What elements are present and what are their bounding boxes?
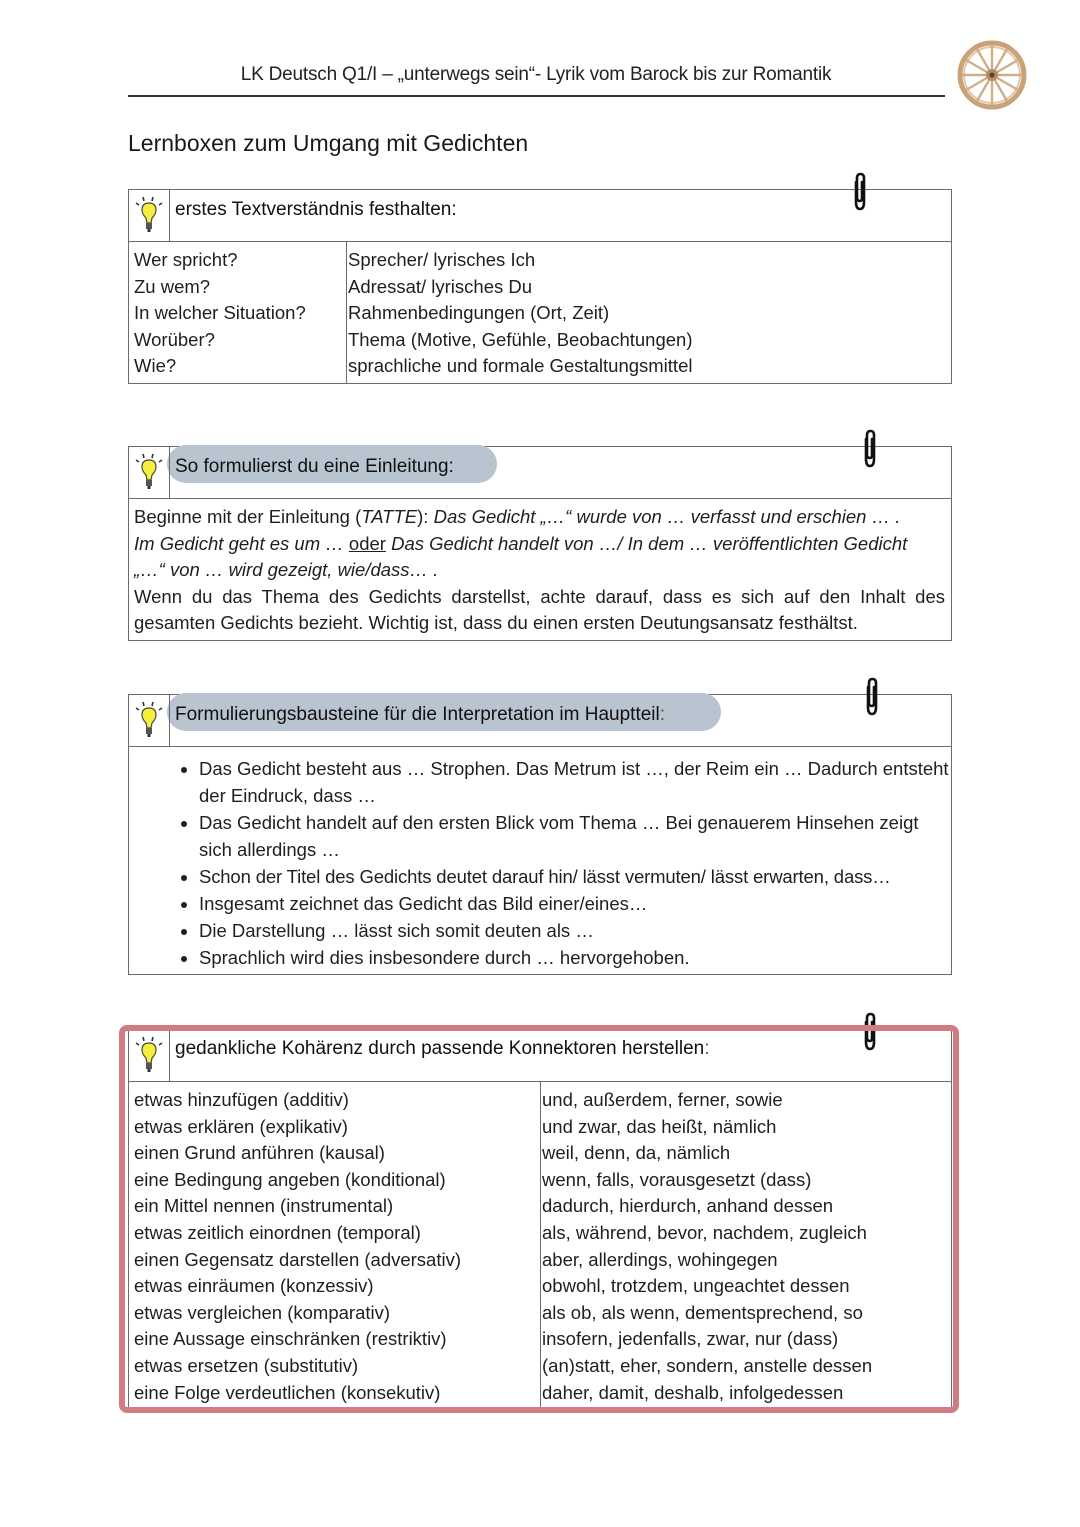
table-row: Wie? sprachliche und formale Gestaltungsmittel xyxy=(134,355,693,377)
header-title: LK Deutsch Q1/I – „unterwegs sein“- Lyrik vom Barock bis zur Romantik xyxy=(240,64,832,85)
list-item: • Insgesamt zeichnet das Gedicht das Bild einer/eines… xyxy=(199,890,951,917)
list-item: • Das Gedicht handelt auf den ersten Blick vom Thema … Bei genauerem Hinsehen zeigt sich allerdings … xyxy=(199,809,951,863)
lightbulb-icon xyxy=(133,700,165,740)
lightbulb-icon xyxy=(133,1035,165,1075)
question-table xyxy=(129,242,951,383)
list-item: • Die Darstellung … lässt sich somit deuten als … xyxy=(199,917,951,944)
table-row: etwas vergleichen (komparativ) als ob, als wenn, dementsprechend, so xyxy=(134,1301,863,1323)
table-row: Worüber? Thema (Motive, Gefühle, Beobachtungen) xyxy=(134,328,693,350)
learnbox-connectors xyxy=(128,1029,952,1411)
phrase-list xyxy=(129,747,951,975)
table-row: eine Aussage einschränken (restriktiv) insofern, jedenfalls, zwar, nur (dass) xyxy=(134,1328,839,1350)
paperclip-icon xyxy=(861,677,883,717)
box-title: erstes Textverständnis festhalten: xyxy=(175,199,457,220)
learnbox-text-understanding xyxy=(128,189,952,384)
table-row: ein Mittel nennen (instrumental) dadurch, hierdurch, anhand dessen xyxy=(134,1195,834,1217)
table-row: etwas zeitlich einordnen (temporal) als, während, bevor, nachdem, zugleich xyxy=(134,1221,867,1243)
wagon-wheel-icon xyxy=(957,40,1027,110)
table-row: eine Folge verdeutlichen (konsekutiv) daher, damit, deshalb, infolgedessen xyxy=(134,1381,844,1403)
paperclip-icon xyxy=(859,1012,881,1052)
table-row: etwas hinzufügen (additiv) und, außerdem, ferner, sowie xyxy=(134,1089,783,1110)
box-title: So formulierst du eine Einleitung: xyxy=(175,456,454,477)
table-row: etwas erklären (explikativ) und zwar, das heißt, nämlich xyxy=(134,1115,777,1137)
table-row: Wer spricht? Sprecher/ lyrisches Ich xyxy=(134,249,536,270)
table-row: etwas ersetzen (substitutiv) (an)statt, eher, sondern, anstelle dessen xyxy=(134,1354,873,1376)
box-header xyxy=(129,447,951,499)
table-row: einen Gegensatz darstellen (adversativ) aber, allerdings, wohingegen xyxy=(134,1248,778,1270)
list-item: • Das Gedicht besteht aus … Strophen. Das Metrum ist …, der Reim ein … Dadurch entsteht der Eindruck, dass … xyxy=(199,755,951,809)
table-row: In welcher Situation? Rahmenbedingungen (Ort, Zeit) xyxy=(134,302,610,324)
table-row: Zu wem? Adressat/ lyrisches Du xyxy=(134,275,533,297)
table-row: einen Grund anführen (kausal) weil, denn, da, nämlich xyxy=(134,1142,731,1164)
list-item: • Schon der Titel des Gedichts deutet darauf hin/ lässt vermuten/ lässt erwarten, dass… xyxy=(199,863,951,890)
lightbulb-icon xyxy=(133,195,165,235)
paperclip-icon xyxy=(859,429,881,469)
list-item: • Sprachlich wird dies insbesondere durch … hervorgehoben. xyxy=(199,944,951,971)
connector-table xyxy=(129,1082,951,1409)
header-divider xyxy=(128,95,945,97)
box-header xyxy=(129,190,951,242)
learnbox-introduction xyxy=(128,446,952,641)
page-title: Lernboxen zum Umgang mit Gedichten xyxy=(128,130,529,156)
box-header xyxy=(129,695,951,747)
introduction-text: Beginne mit der Einleitung (TATTE): Das Gedicht „…“ wurde von … verfasst und erschien … . Im Gedicht geht es um … oder Das Gedicht handelt von …/ In dem … veröffentlichten Gedicht „…“ von … wird gezeigt, wie/dass… . Wenn du das Thema des Gedichts darstellst, achte darauf, dass es sich auf den Inhalt des gesamten Gedichts bezieht. Wichtig ist, dass du einen ersten Deutungsansatz festhältst. xyxy=(134,506,945,634)
lightbulb-icon xyxy=(133,452,165,492)
learnbox-interpretation-phrases xyxy=(128,694,952,975)
box-title: gedankliche Kohärenz durch passende Konnektoren herstellen: xyxy=(175,1038,710,1059)
table-row: etwas einräumen (konzessiv) obwohl, trotzdem, ungeachtet dessen xyxy=(134,1275,850,1297)
table-row: eine Bedingung angeben (konditional) wenn, falls, vorausgesetzt (dass) xyxy=(134,1168,812,1190)
paperclip-icon xyxy=(849,172,871,212)
box-header xyxy=(129,1030,951,1082)
box-title: Formulierungsbausteine für die Interpretation im Hauptteil: xyxy=(175,704,666,725)
